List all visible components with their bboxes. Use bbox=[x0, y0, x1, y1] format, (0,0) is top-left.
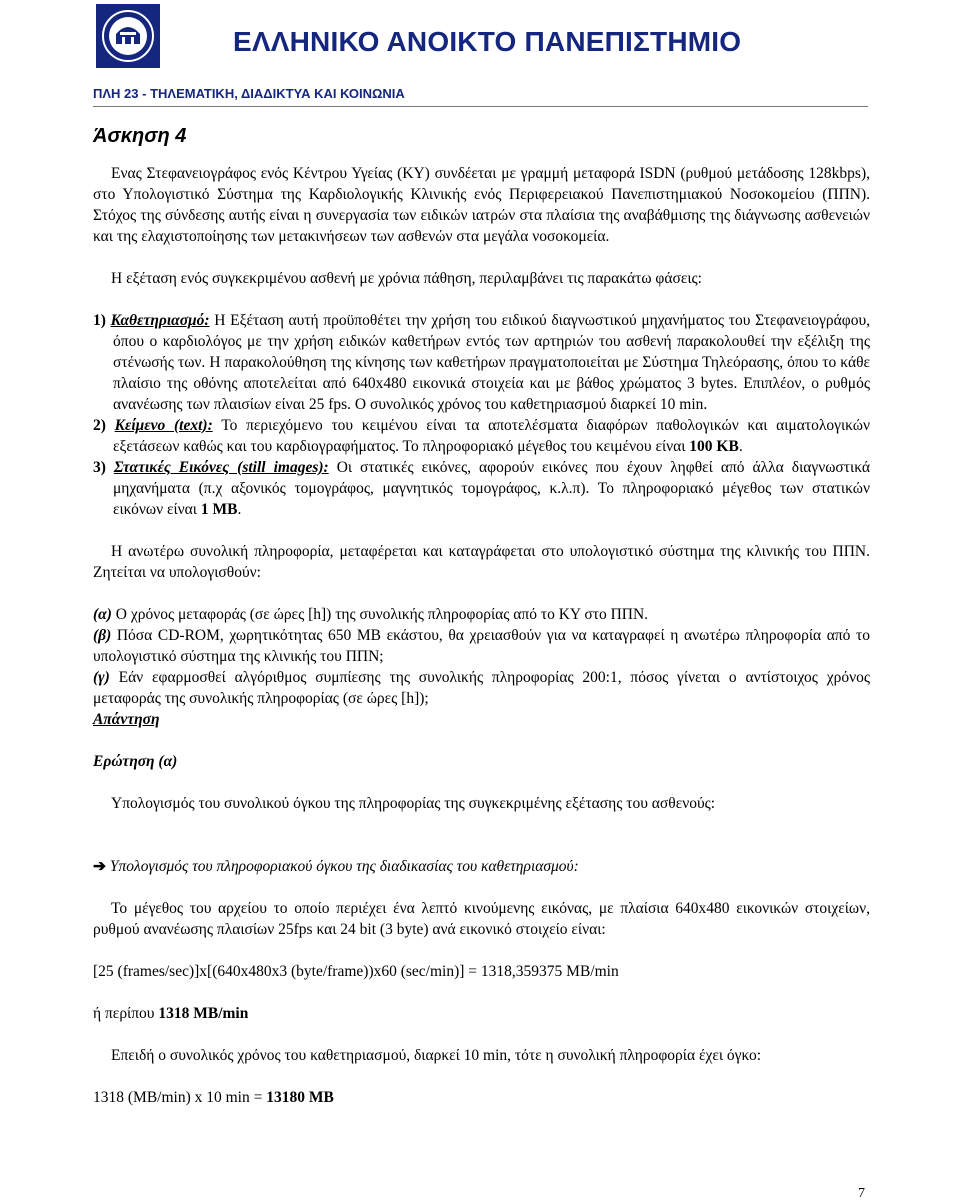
phase-3-text: Οι στατικές εικόνες, αφορούν εικόνες που έχουν ληφθεί από άλλα διαγνωστικά μηχανήματα (π.χ αξονικός τομογράφος, μαγνητικός τομογράφος, κ.λ.π). Το πληροφοριακό μέγεθος των στατικών εικόνων είναι bbox=[113, 459, 870, 518]
intro-paragraph: Ενας Στεφανειογράφος ενός Κέντρου Υγείας (ΚΥ) συνδέεται με γραμμή μεταφορά ISDN (ρυθμού μετάδοσης 128kbps), στο Υπολογιστικό Σύστημα της Καρδιολογικής Κλινικής ενός Περιφερειακού Πανεπιστημιακού Νοσοκομείου (ΠΠΝ). Στόχος της σύνδεσης αυτής είναι η συνεργασία των ειδικών ιατρών στα πλαίσια της αναβάθμισης της διάγνωσης ασθενειών και της ελαχιστοποίησης των μετακινήσεων των ασθενών στα μεγάλα νοσοκομεία. bbox=[93, 165, 870, 245]
course-title: ΠΛΗ 23 - ΤΗΛΕΜΑΤΙΚΗ, ΔΙΑΔΙΚΤΥΑ ΚΑΙ ΚΟΙΝΩΝΙΑ bbox=[93, 86, 405, 101]
phase-3-number: 3) bbox=[93, 459, 106, 476]
phase-2-end: . bbox=[738, 438, 743, 455]
phase-3-title: Στατικές Εικόνες (still images): bbox=[113, 459, 329, 476]
total-line bbox=[93, 1087, 870, 1108]
question-b-label: (β) bbox=[93, 627, 112, 644]
phase-3 bbox=[93, 457, 870, 520]
phase-3-end: . bbox=[237, 501, 242, 518]
phase-2-text: Το περιεχόμενο του κειμένου είναι τα αποτελέσματα διαφόρων παθολογικών και αιματολογικών εξετάσεων καθώς και του καρδιογραφήματος. Το πληροφοριακό μέγεθος του κειμένου είναι bbox=[113, 417, 871, 455]
phase-1-title: Καθετηριασμό: bbox=[110, 312, 210, 329]
exercise-title: Άσκηση 4 bbox=[93, 125, 187, 147]
approx-line bbox=[93, 1003, 870, 1024]
arrow-right-icon: ➔ bbox=[93, 858, 110, 875]
phase-2-number: 2) bbox=[93, 417, 106, 434]
approx-value: 1318 MB/min bbox=[158, 1005, 249, 1022]
duration-paragraph: Επειδή ο συνολικός χρόνος του καθετηριασμού, διαρκεί 10 min, τότε η συνολική πληροφορία έχει όγκο: bbox=[111, 1047, 762, 1064]
phase-1-number: 1) bbox=[93, 312, 106, 329]
file-size-paragraph: Το μέγεθος του αρχείου το οποίο περιέχει ένα λεπτό κινούμενης εικόνας, με πλαίσια 640x480 εικονικών στοιχείων, ρυθμού ανανέωσης πλαισίων 25fps και 24 bit (3 byte) ανά εικονικό στοιχείο είναι: bbox=[93, 900, 870, 938]
question-c bbox=[93, 667, 870, 709]
answer-heading: Απάντηση bbox=[93, 711, 160, 728]
phase-2-title: Κείμενο (text): bbox=[114, 417, 213, 434]
question-a bbox=[93, 604, 870, 625]
question-a-text: Ο χρόνος μεταφοράς (σε ώρες [h]) της συνολικής πληροφορίας από το ΚΥ στο ΠΠΝ. bbox=[111, 606, 649, 623]
question-c-label: (γ) bbox=[93, 669, 110, 686]
phase-1 bbox=[93, 310, 870, 415]
question-a-label: (α) bbox=[93, 606, 112, 623]
phases-intro: Η εξέταση ενός συγκεκριμένου ασθενή με χρόνια πάθηση, περιλαμβάνει τις παρακάτω φάσεις: bbox=[111, 270, 702, 287]
formula: [25 (frames/sec)]x[(640x480x3 (byte/frame))x60 (sec/min)] = 1318,359375 MB/min bbox=[93, 963, 619, 980]
question-b-text: Πόσα CD-ROM, χωρητικότητας 650 MB εκάστου, θα χρειασθούν για να καταγραφεί η ανωτέρω πληροφορία από το υπολογιστικό σύστημα της κλινικής του ΠΠΝ; bbox=[93, 627, 870, 665]
phase-1-text: Η Εξέταση αυτή προϋποθέτει την χρήση του ειδικού διαγνωστικού μηχανήματος του Στεφανειογράφου, όπου ο καρδιολόγος με την χρήση ειδικών καθετήρων εντός των αρτηριών του ασθενή παρακολουθεί την εξέλιξη της στένωσής των. Η παρακολούθηση της κίνησης των καθετήρων πραγματοποιείται με Σύστημα Τηλεόρασης, όπου το κάθε πλαίσιο της οθόνης αποτελείται από 640x480 εικονικά στοιχεία και με βάθος χρώματος 3 bytes. Επιπλέον, ο ρυθμός ανανέωσης των πλαισίων είναι 25 fps. Ο συνολικός χρόνος του καθετηριασμού διαρκεί 10 min. bbox=[113, 312, 871, 413]
arrow-item-text: Υπολογισμός του πληροφοριακού όγκου της διαδικασίας του καθετηριασμού: bbox=[109, 858, 579, 875]
arrow-item bbox=[93, 856, 870, 877]
phase-3-size: 1 MB bbox=[200, 501, 238, 518]
question-c-text: Εάν εφαρμοσθεί αλγόριθμος συμπίεσης της συνολικής πληροφορίας 200:1, πόσος γίνεται ο αντίστοιχος χρόνος μεταφοράς της συνολικής πληροφορίας (σε ώρες [h]); bbox=[93, 669, 870, 707]
page-number: 7 bbox=[858, 1186, 865, 1201]
header-divider bbox=[93, 106, 868, 107]
document-body bbox=[93, 163, 870, 1108]
university-logo bbox=[96, 4, 160, 68]
approx-prefix: ή περίπου bbox=[93, 1005, 159, 1022]
university-name: ΕΛΛΗΝΙΚΟ ΑΝΟΙΚΤΟ ΠΑΝΕΠΙΣΤΗΜΙΟ bbox=[233, 26, 742, 57]
phase-2 bbox=[93, 415, 870, 457]
question-a-heading: Ερώτηση (α) bbox=[93, 753, 178, 770]
phase-2-size: 100 KB bbox=[689, 438, 739, 455]
question-b bbox=[93, 625, 870, 667]
calc-intro: Υπολογισμός του συνολικού όγκου της πληροφορίας της συγκεκριμένης εξέτασης του ασθενούς: bbox=[111, 795, 716, 812]
total-value: 13180 MB bbox=[266, 1089, 334, 1106]
summary-paragraph: Η ανωτέρω συνολική πληροφορία, μεταφέρεται και καταγράφεται στο υπολογιστικό σύστημα της κλινικής του ΠΠΝ. Ζητείται να υπολογισθούν: bbox=[93, 543, 870, 581]
total-prefix: 1318 (MB/min) x 10 min = bbox=[93, 1089, 267, 1106]
